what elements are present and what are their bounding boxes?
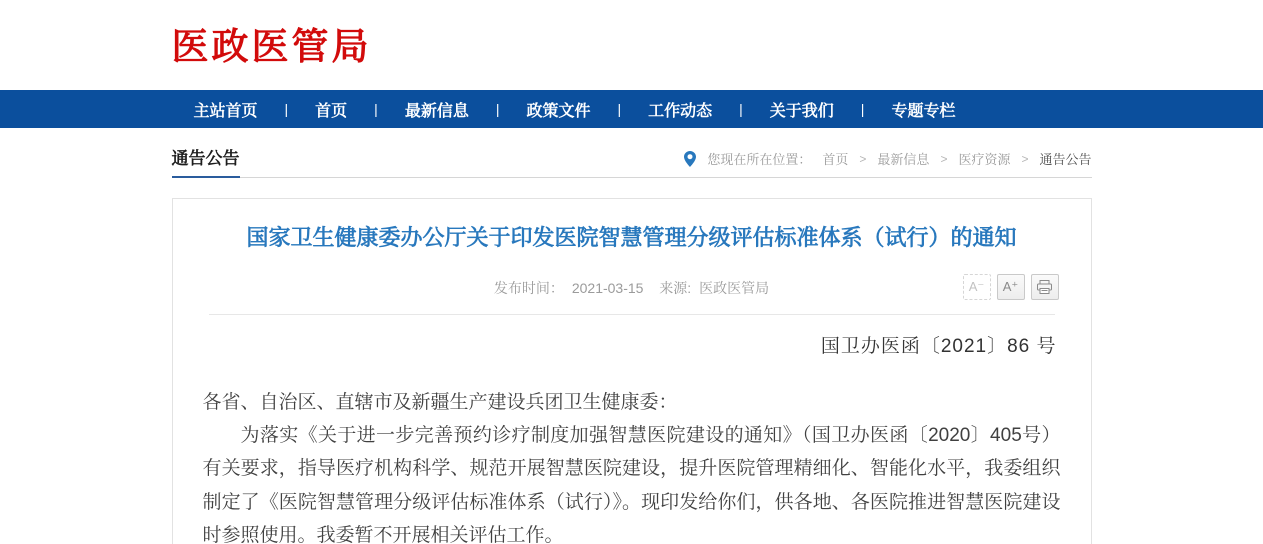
- site-logo[interactable]: 医政医管局: [171, 26, 372, 67]
- section-title-notices[interactable]: 通告公告: [172, 144, 240, 178]
- nav-separator: |: [374, 101, 378, 117]
- article-meta-row: [201, 274, 1063, 302]
- site-header: [0, 0, 1263, 90]
- printer-icon: [1037, 280, 1052, 294]
- breadcrumb-location-label: 您现在所在位置：: [707, 152, 812, 167]
- article-paragraph: 为落实《关于进一步完善预约诊疗制度加强智慧医院建设的通知》（国卫办医函〔2020〕405号）有关要求，指导医疗机构科学、规范开展智慧医院建设，提升医院管理精细化、智能化水平，我委组织制定了《医院智慧管理分级评估标准体系（试行）》。现印发给你们，供各地、各医院推进智慧医院建设时参照使用。我委暂不开展相关评估工作。: [202, 425, 1061, 544]
- breadcrumb-item-home[interactable]: 首页: [822, 152, 849, 167]
- article-meta: [490, 280, 773, 296]
- publish-time-value: 2021-03-15: [571, 279, 644, 296]
- breadcrumb-item-medical-resources[interactable]: 医疗资源: [958, 152, 1011, 167]
- nav-item-work-updates[interactable]: 工作动态: [648, 102, 713, 120]
- breadcrumb-item-latest-news[interactable]: 最新信息: [877, 152, 930, 167]
- nav-separator: |: [739, 101, 743, 117]
- article-title: 国家卫生健康委办公厅关于印发医院智慧管理分级评估标准体系（试行）的通知: [246, 225, 1017, 250]
- nav-separator: |: [860, 101, 865, 117]
- article-box: [172, 198, 1092, 544]
- nav-separator: |: [495, 101, 500, 117]
- article-salutation: 各省、自治区、直辖市及新疆生产建设兵团卫生健康委：: [202, 391, 678, 413]
- nav-separator: |: [284, 101, 289, 117]
- breadcrumb-separator: >: [859, 151, 867, 166]
- article-body: [201, 386, 1063, 544]
- breadcrumb-separator: >: [1021, 151, 1029, 166]
- breadcrumb-current-notices[interactable]: 通告公告: [1039, 152, 1092, 167]
- font-smaller-button[interactable]: A⁻: [963, 274, 991, 300]
- publish-time-label: 发布时间：: [493, 279, 564, 296]
- nav-item-special-topics[interactable]: 专题专栏: [891, 102, 956, 120]
- article-toolbar: [963, 274, 1059, 300]
- nav-separator: |: [617, 101, 622, 117]
- breadcrumb-row: [172, 144, 1092, 178]
- print-button[interactable]: [1031, 274, 1059, 300]
- nav-item-policy-documents[interactable]: 政策文件: [526, 102, 591, 120]
- nav-item-latest-news[interactable]: 最新信息: [404, 102, 469, 120]
- nav-item-about-us[interactable]: 关于我们: [769, 102, 834, 120]
- breadcrumb-separator: >: [940, 151, 948, 166]
- location-pin-icon: [684, 151, 696, 167]
- breadcrumb: [684, 149, 1091, 177]
- meta-divider: [209, 314, 1055, 315]
- source-label: 来源:: [659, 279, 692, 296]
- font-larger-button[interactable]: A⁺: [997, 274, 1025, 300]
- document-number: 国卫办医函〔2021〕86 号: [820, 335, 1057, 357]
- source-value: 医政医管局: [699, 279, 770, 296]
- nav-item-main-home[interactable]: 主站首页: [193, 102, 258, 120]
- nav-item-home[interactable]: 首页: [315, 102, 348, 120]
- main-nav: [0, 90, 1263, 128]
